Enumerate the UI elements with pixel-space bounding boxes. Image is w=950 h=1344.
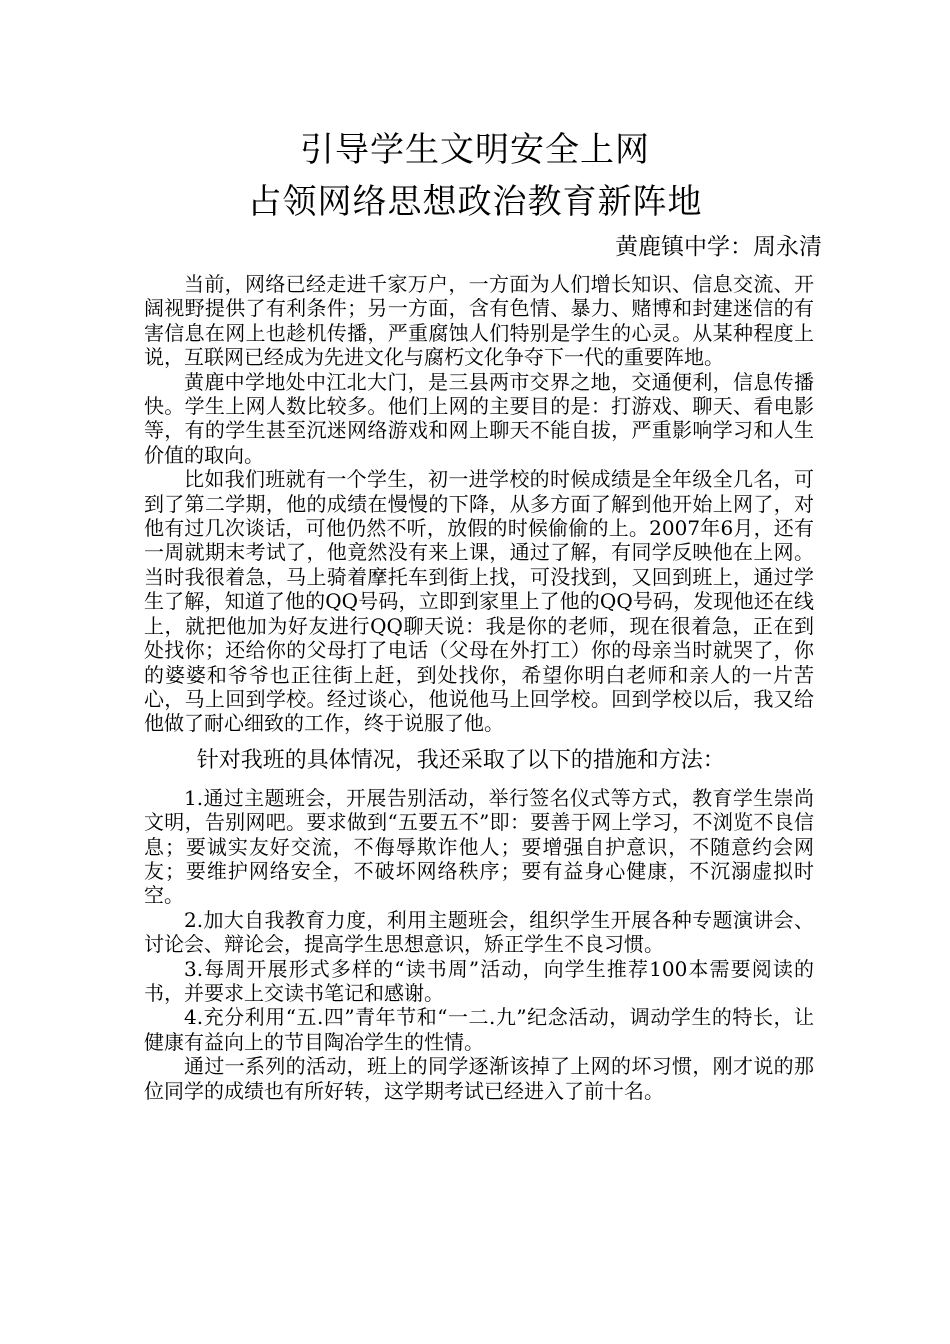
paragraph-story: 比如我们班就有一个学生，初一进学校的时候成绩是全年级全几名，可到了第二学期，他的成绩在慢慢的下降，从多方面了解到他开始上网了，对他有过几次谈话，可他仍然不听，放假的时候偷偷的上。2007年6月，还有一周就期末考试了，他竟然没有来上课，通过了解，有同学反映他在上网。当时我很着急，马上骑着摩托车到街上找，可没找到，又回到班上，通过学生了解，知道了他的QQ号码，立即到家里上了他的QQ号码，发现他还在线上，就把他加为好友进行QQ聊天说：我是你的老师，现在很着急，正在到处找你；还给你的父母打了电话（父母在外打工）你的母亲当时就哭了，你的婆婆和爷爷也正往街上赶，到处找你，希望你明白老师和亲人的一片苦心，马上回到学校。经过谈心，他说他马上回学校。回到学校以后，我又给他做了耐心细致的工作，终于说服了他。 — [144, 467, 814, 736]
measure-item-4: 4.充分利用“五.四”青年节和“一二.九”纪念活动，调动学生的特长，让健康有益向上的节目陶冶学生的性情。 — [144, 1005, 814, 1054]
measure-item-3: 3.每周开展形式多样的“读书周”活动，向学生推荐100本需要阅读的书，并要求上交读书笔记和感谢。 — [144, 956, 814, 1005]
paragraph-school: 黄鹿中学地处中江北大门，是三县两市交界之地，交通便利，信息传播快。学生上网人数比较多。他们上网的主要目的是：打游戏、聊天、看电影等，有的学生甚至沉迷网络游戏和网上聊天不能自拔，严重影响学习和人生价值的取向。 — [144, 369, 814, 467]
title-line-1: 引导学生文明安全上网 — [300, 130, 650, 170]
measure-item-1: 1.通过主题班会，开展告别活动，举行签名仪式等方式，教育学生崇尚文明，告别网吧。要求做到“五要五不”即：要善于网上学习，不浏览不良信息；要诚实友好交流，不侮辱欺诈他人；要增强自护意识，不随意约会网友；要维护网络安全，不破坏网络秩序；要有益身心健康，不沉溺虚拟时空。 — [144, 785, 814, 908]
section-heading: 针对我班的具体情况，我还采取了以下的措施和方法： — [196, 747, 725, 773]
paragraph-intro: 当前，网络已经走进千家万户，一方面为人们增长知识、信息交流、开阔视野提供了有利条件；另一方面，含有色情、暴力、赌博和封建迷信的有害信息在网上也趁机传播，严重腐蚀人们特别是学生的心灵。从某种程度上说，互联网已经成为先进文化与腐朽文化争夺下一代的重要阵地。 — [144, 272, 814, 370]
title-line-2: 占领网络思想政治教育新阵地 — [247, 182, 703, 222]
document-body — [144, 272, 814, 1103]
measure-item-2: 2.加大自我教育力度，利用主题班会，组织学生开展各种专题演讲会、讨论会、辩论会，提高学生思想意识，矫正学生不良习惯。 — [144, 907, 814, 957]
author-line: 黄鹿镇中学：周永清 — [615, 234, 822, 260]
paragraph-conclusion: 通过一系列的活动，班上的同学逐渐该掉了上网的坏习惯，刚才说的那位同学的成绩也有所好转，这学期考试已经进入了前十名。 — [144, 1054, 814, 1103]
